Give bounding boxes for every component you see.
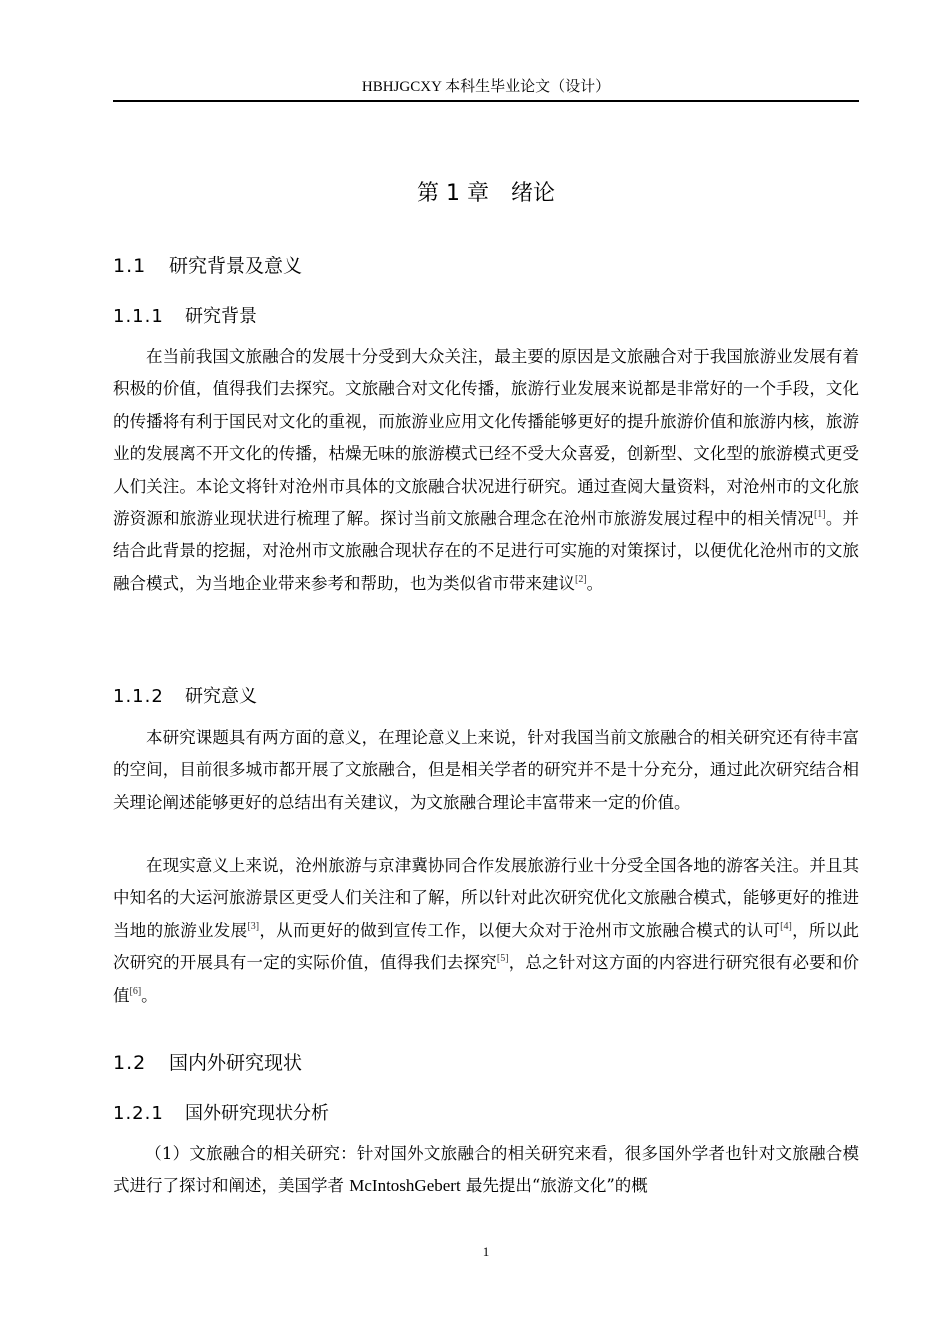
section-title: 研究背景 [185, 306, 257, 327]
header-divider [113, 100, 859, 102]
running-header: HBHJGCXY 本科生毕业论文（设计） [361, 79, 611, 95]
section-number: 1.1 [113, 255, 147, 277]
section-title: 研究背景及意义 [169, 255, 303, 277]
section-heading-1-1-2 [113, 684, 257, 710]
scholar-name: McIntoshGebert [349, 1176, 461, 1196]
citation-ref[interactable]: [5] [496, 953, 509, 965]
section-number: 1.2.1 [113, 1103, 164, 1124]
section-title: 国内外研究现状 [169, 1052, 303, 1074]
section-heading-1-2-1 [113, 1101, 329, 1127]
section-heading-1-1-1 [113, 304, 257, 330]
paragraph-research-significance-theory: 本研究课题具有两方面的意义，在理论意义上来说，针对我国当前文旅融合的相关研究还有待丰富的空间，目前很多城市都开展了文旅融合，但是相关学者的研究并不是十分充分，通过此次研究结合相关理论阐述能够更好的总结出有关建议，为文旅融合理论丰富带来一定的价值。 [113, 728, 859, 812]
chapter-name: 绪论 [510, 181, 555, 206]
citation-ref[interactable]: [4] [780, 920, 792, 932]
section-number: 1.1.2 [113, 686, 164, 707]
section-number: 1.1.1 [113, 306, 164, 327]
chapter-title [113, 178, 859, 210]
citation-ref[interactable]: [2] [575, 573, 587, 585]
citation-ref[interactable]: [3] [247, 920, 260, 932]
section-title: 研究意义 [185, 686, 257, 707]
paragraph-research-significance-practice: 在现实意义上来说，沧州旅游与京津冀协同合作发展旅游行业十分受全国各地的游客关注。并且其中知名的大运河旅游景区更受人们关注和了解，所以针对此次研究优化文旅融合模式，能够更好的推进当地的旅游业发展[3]，从而更好的做到宣传工作，以便大众对于沧州市文旅融合模式的认可[4]，所以此次研究的开展具有一定的实际价值，值得我们去探究[5]，总之针对这方面的内容进行研究很有必要和价值[6]。 [113, 856, 860, 1005]
citation-ref[interactable]: [1] [813, 509, 826, 521]
section-title: 国外研究现状分析 [185, 1103, 329, 1124]
page-number: 1 [482, 1244, 490, 1259]
citation-ref[interactable]: [6] [129, 985, 142, 997]
section-heading-1-2 [113, 1049, 302, 1077]
paragraph-research-background: 在当前我国文旅融合的发展十分受到大众关注，最主要的原因是文旅融合对于我国旅游业发展有着积极的价值，值得我们去探究。文旅融合对文化传播，旅游行业发展来说都是非常好的一个手段，文化的传播将有利于国民对文化的重视，而旅游业应用文化传播能够更好的提升旅游价值和旅游内核，旅游业的发展离不开文化的传播，枯燥无味的旅游模式已经不受大众喜爱，创新型、文化型的旅游模式更受人们关注。本论文将针对沧州市具体的文旅融合状况进行研究。通过查阅大量资料，对沧州市的文化旅游资源和旅游业现状进行梳理了解。探讨当前文旅融合理念在沧州市旅游发展过程中的相关情况[1]。并结合此背景的挖掘，对沧州市文旅融合现状存在的不足进行可实施的对策探讨，以便优化沧州市的文旅融合模式，为当地企业带来参考和帮助，也为类似省市带来建议[2]。 [113, 347, 860, 593]
section-heading-1-1 [113, 252, 302, 280]
chapter-number: 第 1 章 [417, 181, 489, 206]
paragraph-foreign-research: （1）文旅融合的相关研究：针对国外文旅融合的相关研究来看，很多国外学者也针对文旅融合模式进行了探讨和阐述，美国学者 McIntoshGebert 最先提出“旅游文化”的概 [113, 1144, 859, 1196]
section-number: 1.2 [113, 1052, 147, 1074]
